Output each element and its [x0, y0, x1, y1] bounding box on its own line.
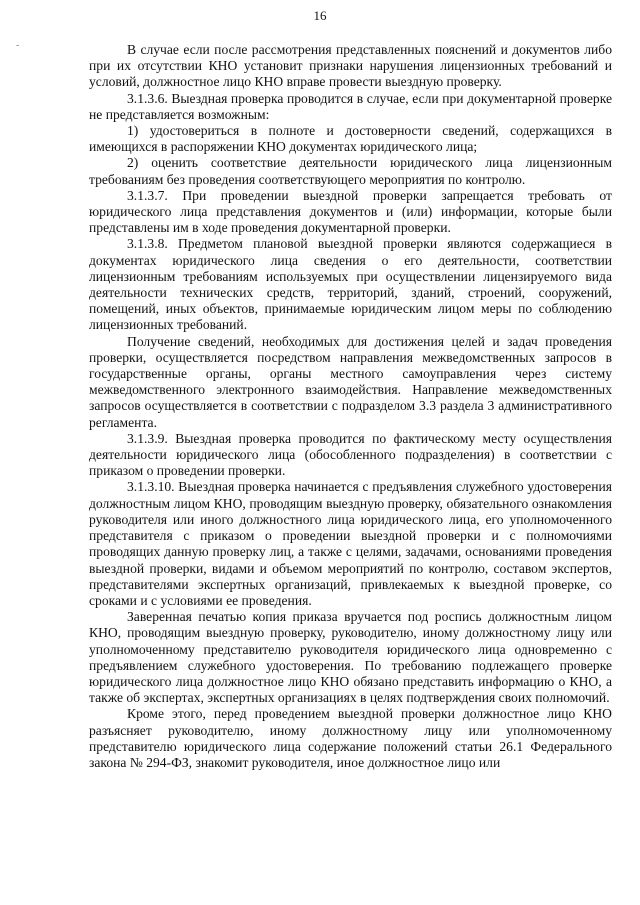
paragraph: Получение сведений, необходимых для достижения целей и задач проведения проверки, осуществляется посредством направления межведомственных запросов в государственные органы, органы местного самоуправления через систему межведомственного электронного взаимодействия. Направление межведомственных запросов осуществляется в соответствии с подразделом 3.3 раздела 3 административного регламента. — [89, 333, 612, 430]
paragraph: 1) удостовериться в полноте и достоверности сведений, содержащихся в имеющихся в распоряжении КНО документах юридического лица; — [89, 123, 612, 155]
paragraph: 3.1.3.7. При проведении выездной проверки запрещается требовать от юридического лица представления документов и (или) информации, которые были представлены им в ходе проведения документарной проверки. — [89, 187, 612, 236]
paragraph: В случае если после рассмотрения представленных пояснений и документов либо при их отсутствии КНО установит признаки нарушения лицензионных требований и условий, должностное лицо КНО вправе провести выездную проверку. — [89, 42, 612, 90]
page-number: 16 — [313, 8, 327, 23]
paragraph: 3.1.3.9. Выездная проверка проводится по фактическому месту осуществления деятельности юридического лица (обособленного подразделения) в соответствии с приказом о проведении проверки. — [89, 430, 612, 479]
document-body — [89, 42, 612, 771]
paragraph: Заверенная печатью копия приказа вручается под роспись должностным лицом КНО, проводящим выездную проверку, руководителю, иному должностному лицу или уполномоченному представителю руководителя юридического лица одновременно с предъявлением служебного удостоверения. По требованию подлежащего проверке юридического лица должностное лицо КНО обязано представить информацию о КНО, а также об экспертах, экспертных организациях в целях подтверждения своих полномочий. — [89, 609, 612, 706]
paragraph: 3.1.3.8. Предметом плановой выездной проверки являются содержащиеся в документах юридического лица сведения о его деятельности, соответствии лицензионным требованиям используемых при осуществлении лицензируемого вида деятельности технических средств, территорий, зданий, строений, сооружений, помещений, иных объектов, принимаемые юридическим лицом меры по соблюдению лицензионных требований. — [89, 236, 612, 333]
paragraph: 2) оценить соответствие деятельности юридического лица лицензионным требованиям без проведения соответствующего мероприятия по контролю. — [89, 155, 612, 187]
paragraph: Кроме этого, перед проведением выездной проверки должностное лицо КНО разъясняет руководителю, иному должностному лицу или уполномоченному представителю юридического лица содержание положений статьи 26.1 Федерального закона № 294-ФЗ, знакомит руководителя, иное должностное лицо или — [89, 706, 612, 770]
paragraph: 3.1.3.6. Выездная проверка проводится в случае, если при документарной проверке не представляется возможным: — [89, 90, 612, 122]
margin-mark: - — [16, 40, 20, 51]
paragraph: 3.1.3.10. Выездная проверка начинается с предъявления служебного удостоверения должностным лицом КНО, проводящим выездную проверку, обязательного ознакомления руководителя или иного должностного лица юридического лица, его уполномоченного представителя с приказом о проведении выездной проверки и с полномочиями проводящих данную проверку лиц, а также с целями, задачами, основаниями проведения выездной проверки, видами и объемом мероприятий по контролю, составом экспертов, представителями экспертных организаций, привлекаемых к выездной проверке, со сроками и с условиями ее проведения. — [89, 479, 612, 608]
